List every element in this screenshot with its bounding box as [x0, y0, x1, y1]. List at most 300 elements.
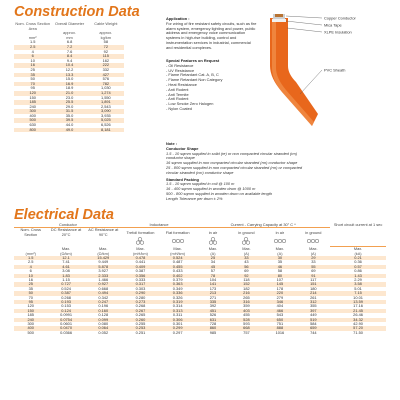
table-cell: 6: [14, 54, 51, 59]
special-features-section: [166, 59, 258, 112]
table-cell: 2.333: [85, 274, 122, 278]
table-cell: 3.927: [85, 269, 122, 273]
table-cell: 0.099: [85, 318, 122, 322]
table-cell: 21.0: [51, 91, 87, 96]
table-cell: 30: [263, 256, 296, 260]
table-cell: 12.2: [51, 68, 87, 73]
group-header-inductance: Inductance: [122, 223, 196, 228]
table-cell: 118: [230, 278, 263, 282]
table-cell: 0.255: [122, 322, 159, 326]
note-line: conductor shape: [166, 155, 195, 161]
table-cell: 33: [297, 260, 330, 264]
table-cell: 0.927: [85, 282, 122, 286]
table-cell: 1.5: [14, 40, 51, 45]
note-line: 16 sqmm supplied in non compacted circular stranded (rm) conductor shape: [166, 160, 298, 166]
table-cell: 1,274: [88, 91, 124, 96]
table-cell: 0.273: [122, 300, 159, 304]
table-cell: 6,526: [88, 123, 124, 128]
table-cell: 1,030: [88, 86, 124, 91]
construction-table: [14, 22, 124, 132]
table-cell: 0.86: [330, 269, 386, 273]
table-cell: 0.487: [159, 260, 196, 264]
table-cell: 261: [297, 296, 330, 300]
table-row: [14, 331, 386, 335]
table-cell: 593: [230, 322, 263, 326]
label-mica-tape: Mica Tape: [324, 22, 342, 28]
application-heading: Application :: [166, 16, 190, 21]
table-cell: 50: [14, 77, 51, 82]
table-cell: 0.064: [85, 326, 122, 330]
table-cell: 0.524: [159, 256, 196, 260]
table-cell: 0.387: [47, 291, 84, 295]
col-header: DC Resistance at 20°C: [50, 227, 82, 237]
table-cell: 543: [263, 313, 296, 317]
table-cell: 21.45: [330, 309, 386, 313]
unit-cell: mm: [51, 36, 87, 41]
table-cell: 0.57: [330, 265, 386, 269]
table-cell: 279: [263, 296, 296, 300]
table-cell: 0.311: [159, 313, 196, 317]
table-cell: 528: [230, 318, 263, 322]
standard-packing-lines: [166, 182, 386, 201]
table-cell: 650: [263, 318, 296, 322]
table-cell: 7.41: [47, 260, 84, 264]
label-copper-conductor: Copper Conductor: [324, 15, 356, 21]
table-cell: 782: [88, 82, 124, 87]
table-cell: 0.387: [122, 269, 159, 273]
table-cell: 1016: [263, 331, 296, 335]
table-cell: 5,025: [88, 118, 124, 123]
electrical-data-title: Electrical Data: [14, 207, 114, 223]
application-section: [166, 17, 258, 51]
table-cell: 0.247: [85, 300, 122, 304]
table-cell: 3,935: [88, 114, 124, 119]
table-cell: 0.478: [122, 256, 159, 260]
feature-item: - Anti Termite: [166, 91, 189, 97]
table-cell: 150: [14, 96, 51, 101]
unit-cell: kg/km: [88, 36, 124, 41]
table-cell: 466: [263, 309, 296, 313]
table-cell: 0.268: [122, 304, 159, 308]
table-cell: 8,181: [88, 128, 124, 133]
table-cell: 25: [14, 68, 51, 73]
table-cell: 178: [263, 287, 296, 291]
table-cell: 7.6: [51, 50, 87, 55]
table-cell: 1,550: [88, 96, 124, 101]
table-cell: 72: [88, 45, 124, 50]
table-cell: 0.326: [159, 296, 196, 300]
table-cell: 141: [196, 282, 229, 286]
table-cell: 757: [230, 331, 263, 335]
unit-cell: (A): [277, 250, 283, 256]
table-cell: 0.455: [159, 265, 196, 269]
table-cell: 0.319: [159, 300, 196, 304]
table-cell: 0.363: [159, 282, 196, 286]
table-cell: 1.5: [14, 256, 47, 260]
table-cell: 2,543: [88, 105, 124, 110]
table-cell: 117: [297, 278, 330, 282]
feature-item: - Flame Retardant Cat. A, B, C: [166, 72, 219, 78]
table-cell: 58: [88, 40, 124, 45]
table-cell: 95: [14, 300, 47, 304]
feature-item: - Nylon Coated: [166, 105, 192, 111]
table-cell: 216: [230, 291, 263, 295]
subheader: Max.: [61, 245, 71, 251]
col-header: AC Resistance at 90°C: [88, 227, 119, 237]
table-cell: 6: [14, 269, 47, 273]
col-header-weight: Cable Weight: [94, 21, 118, 26]
subheader: Max.: [99, 245, 108, 251]
note-line: 16 - 400 sqmm supplied in wooden drum @ 1000 m: [166, 186, 256, 192]
table-cell: 222: [88, 63, 124, 68]
table-cell: 0.333: [122, 278, 159, 282]
table-cell: 115: [88, 54, 124, 59]
unit-cell: (A): [310, 250, 316, 256]
col-header: in air: [275, 229, 285, 235]
table-cell: 71.50: [330, 331, 386, 335]
table-cell: 3.08: [47, 269, 84, 273]
table-cell: 659: [297, 326, 330, 330]
special-features-list: [166, 64, 258, 112]
table-cell: 7.2: [51, 45, 87, 50]
feature-item: - Anti Rodent: [166, 86, 189, 92]
feature-item: - Heat Resistance: [166, 81, 197, 87]
table-cell: 18.9: [51, 86, 87, 91]
table-cell: 1,891: [88, 100, 124, 105]
construction-table-body: [14, 36, 124, 132]
table-cell: 3,090: [88, 109, 124, 114]
subheader: Max.: [353, 246, 363, 252]
table-cell: 29.0: [51, 105, 87, 110]
table-cell: 1.83: [47, 274, 84, 278]
table-cell: 576: [88, 77, 124, 82]
unit-cell: (mH/km): [170, 250, 186, 256]
table-cell: 0.267: [122, 309, 159, 313]
table-cell: 0.128: [85, 313, 122, 317]
table-cell: 35: [14, 287, 47, 291]
group-header-conductor: Conductor: [14, 223, 122, 228]
table-cell: 0.251: [122, 331, 159, 335]
table-cell: 0.0991: [47, 313, 84, 317]
table-cell: 0.260: [122, 318, 159, 322]
unit-cell: (A): [210, 250, 216, 256]
subheader: approx.: [63, 30, 77, 36]
conductor-shape-heading: Conductor Shape: [166, 145, 199, 151]
table-cell: 173: [196, 287, 229, 291]
table-cell: 0.052: [85, 331, 122, 335]
electrical-table: [14, 223, 386, 335]
table-cell: 92: [88, 50, 124, 55]
table-cell: 888: [263, 326, 296, 330]
table-cell: 2.29: [330, 278, 386, 282]
table-cell: 860: [196, 326, 229, 330]
unit-cell: (A): [243, 250, 250, 256]
table-cell: 70: [14, 296, 47, 300]
table-cell: 526: [196, 313, 229, 317]
table-cell: 744: [297, 331, 330, 335]
table-cell: 403: [230, 309, 263, 313]
table-cell: 300: [14, 109, 51, 114]
table-cell: 0.668: [85, 287, 122, 291]
table-cell: 0.313: [159, 309, 196, 313]
electrical-table-body: [14, 256, 386, 335]
table-cell: 25.5: [51, 100, 87, 105]
table-cell: 152: [230, 282, 263, 286]
table-cell: 0.265: [122, 313, 159, 317]
construction-data-title: Construction Data: [14, 4, 140, 20]
table-cell: 2.5: [14, 45, 51, 50]
table-cell: 4: [14, 50, 51, 55]
table-cell: 25: [14, 282, 47, 286]
note-heading: Note :: [166, 141, 178, 146]
table-cell: 150: [14, 309, 47, 313]
table-cell: 4.61: [47, 265, 84, 269]
table-cell: 0.253: [122, 326, 159, 330]
subheader: Max.: [208, 245, 218, 251]
table-cell: 451: [196, 309, 229, 313]
table-cell: 10.4: [51, 63, 87, 68]
table-cell: 0.409: [122, 265, 159, 269]
table-cell: 0.196: [85, 304, 122, 308]
table-cell: 630: [14, 123, 51, 128]
table-cell: 16: [14, 278, 47, 282]
table-cell: 0.0366: [47, 331, 84, 335]
table-cell: 16: [14, 63, 51, 68]
table-cell: 25: [196, 256, 229, 260]
table-cell: 0.0470: [47, 326, 84, 330]
feature-item: - Low Smoke Zero Halogen: [166, 101, 214, 107]
unit-cell: (mH/km): [132, 250, 148, 256]
subheader: Max.: [173, 245, 182, 251]
table-cell: 400: [14, 326, 47, 330]
table-cell: 8.4: [51, 54, 87, 59]
table-cell: 335: [196, 300, 229, 304]
unit-cell: (Ω/km): [60, 250, 72, 256]
table-cell: 57.20: [330, 326, 386, 330]
table-cell: 0.297: [159, 331, 196, 335]
table-cell: 69: [297, 269, 330, 273]
cable-cross-section-illustration: [260, 14, 390, 136]
standard-packing-heading: Standard Packing: [166, 176, 199, 182]
table-cell: 751: [263, 322, 296, 326]
table-cell: 15.0: [51, 77, 87, 82]
table-cell: 265: [230, 296, 263, 300]
table-cell: 180: [297, 287, 330, 291]
unit-cell: (kA): [354, 250, 362, 256]
unit-cell: (Ω/km): [97, 250, 110, 256]
table-cell: 392: [196, 304, 229, 308]
subheader: Max.: [275, 245, 285, 251]
table-cell: 0.124: [47, 309, 84, 313]
table-cell: 12.1: [47, 256, 84, 260]
table-cell: 0.0754: [47, 318, 84, 322]
table-cell: 0.441: [122, 260, 159, 264]
table-cell: 0.280: [122, 296, 159, 300]
table-cell: 16.9: [51, 82, 87, 87]
table-cell: 0.306: [159, 318, 196, 322]
table-cell: 120: [14, 91, 51, 96]
note-line: 1.5 - 10 sqmm supplied in solid (re) or non compacted circular stranded (rm): [166, 150, 298, 156]
table-cell: 519: [297, 318, 330, 322]
table-cell: 91: [297, 274, 330, 278]
col-header: Flat formation: [165, 229, 190, 235]
table-cell: 17.16: [330, 304, 386, 308]
table-cell: 31.5: [51, 109, 87, 114]
conductor-shape-lines: [166, 152, 386, 176]
table-cell: 45: [196, 265, 229, 269]
table-cell: 26.46: [330, 313, 386, 317]
table-cell: 35: [263, 260, 296, 264]
table-cell: 400: [14, 114, 51, 119]
table-cell: 145: [263, 282, 296, 286]
table-cell: 69: [230, 269, 263, 273]
note-line: 500 - 800 sqmm supplied in wooden drum on available length: [166, 190, 272, 196]
table-cell: 4: [14, 265, 47, 269]
table-cell: 0.36: [330, 260, 386, 264]
table-cell: 0.342: [85, 296, 122, 300]
table-cell: 10: [14, 59, 51, 64]
table-cell: 0.379: [159, 278, 196, 282]
table-cell: 0.0601: [47, 322, 84, 326]
table-cell: 0.303: [122, 287, 159, 291]
table-cell: 449: [297, 313, 330, 317]
table-cell: 185: [14, 100, 51, 105]
table-cell: 5.01: [330, 287, 386, 291]
table-cell: 46: [263, 265, 296, 269]
table-cell: 1.43: [330, 274, 386, 278]
table-cell: 9.449: [85, 260, 122, 264]
note-line: Length Tolerance per drum ± 2%: [166, 195, 223, 201]
table-cell: 56: [230, 265, 263, 269]
table-cell: 107: [263, 278, 296, 282]
col-header: in air: [208, 229, 218, 235]
table-cell: 240: [14, 105, 51, 110]
table-row: [14, 128, 124, 133]
table-cell: 728: [196, 322, 229, 326]
table-cell: 1.466: [85, 278, 122, 282]
table-cell: 49.0: [51, 128, 87, 133]
table-cell: 316: [230, 300, 263, 304]
feature-item: - UV Resistance: [166, 67, 195, 73]
table-cell: 397: [297, 309, 330, 313]
table-cell: 668: [230, 326, 263, 330]
col-header: Trefoil formation: [126, 229, 155, 235]
table-cell: 120: [14, 304, 47, 308]
table-cell: 214: [297, 291, 330, 295]
table-cell: 10: [14, 274, 47, 278]
table-cell: 13.3: [51, 73, 87, 78]
table-cell: 78: [196, 274, 229, 278]
note-line: 25 - 800 sqmm supplied in non compacted circular stranded (rm) or compacted: [166, 164, 303, 170]
special-features-heading: Special Features on Request: [166, 58, 220, 63]
table-cell: 5.878: [85, 265, 122, 269]
application-body: For wiring of fire resistant safety circuits, such as fire alarm system, emergency lighting and power, public address and emergency voice communication systems in high-rise building, control and instrumentation services in industrial, commercial and residential complexes.: [166, 20, 257, 50]
col-header: in ground: [305, 229, 322, 235]
table-cell: 35.0: [51, 114, 87, 119]
table-cell: 0.727: [47, 282, 84, 286]
table-cell: 0.356: [122, 274, 159, 278]
table-cell: 0.153: [47, 304, 84, 308]
table-cell: 23.0: [51, 96, 87, 101]
table-cell: 355: [297, 304, 330, 308]
table-cell: 95: [14, 86, 51, 91]
table-cell: 271: [196, 296, 229, 300]
table-cell: 104: [196, 278, 229, 282]
subheader: Max.: [242, 245, 251, 251]
label-pvc-sheath: PVC Sheath: [324, 67, 346, 73]
table-cell: 300: [14, 322, 47, 326]
table-cell: 0.314: [159, 304, 196, 308]
table-cell: 584: [297, 322, 330, 326]
table-cell: 39.5: [51, 118, 87, 123]
table-cell: 9.4: [51, 59, 87, 64]
table-cell: 34: [196, 260, 229, 264]
table-cell: 44.0: [51, 123, 87, 128]
table-cell: 50: [14, 291, 47, 295]
table-cell: 213: [196, 291, 229, 295]
table-cell: 0.299: [159, 326, 196, 330]
table-cell: 0.349: [159, 287, 196, 291]
unit-cell: (mm²): [25, 250, 36, 256]
table-cell: 0.21: [330, 256, 386, 260]
subheader: approx.: [99, 30, 113, 36]
subheader: Max.: [136, 245, 145, 251]
table-cell: 0.402: [159, 274, 196, 278]
table-cell: 0.268: [47, 296, 84, 300]
table-cell: 43: [230, 260, 263, 264]
subheader: Max.: [309, 245, 318, 251]
col-header: in ground: [238, 229, 255, 235]
table-cell: 92: [230, 274, 263, 278]
note-line: circular stranded (cm) conductor shape: [166, 169, 234, 175]
table-cell: 151: [297, 282, 330, 286]
table-cell: 80: [263, 274, 296, 278]
table-cell: 0.193: [47, 300, 84, 304]
table-cell: 55: [297, 265, 330, 269]
table-cell: 29: [297, 256, 330, 260]
table-cell: 185: [14, 313, 47, 317]
group-header-current: Current - Carrying Capacity at 30° C *: [196, 223, 330, 228]
feature-item: - Anti Rodent: [166, 96, 189, 102]
note-line: 1.5 - 10 sqmm supplied in coil @ 100 m: [166, 181, 235, 187]
table-cell: 346: [263, 300, 296, 304]
table-cell: 0.433: [159, 269, 196, 273]
notes-section: [166, 142, 386, 202]
table-cell: 57: [196, 269, 229, 273]
table-cell: 0.524: [47, 287, 84, 291]
table-cell: 162: [88, 59, 124, 64]
table-cell: 0.080: [85, 322, 122, 326]
table-cell: 455: [230, 313, 263, 317]
table-cell: 7.15: [330, 291, 386, 295]
table-cell: 34.32: [330, 318, 386, 322]
unit-cell: mm²: [14, 36, 51, 41]
feature-item: - Flame Retardant Non Category: [166, 77, 223, 83]
table-cell: 0.336: [159, 291, 196, 295]
table-cell: 359: [230, 304, 263, 308]
table-cell: 15.429: [85, 256, 122, 260]
table-cell: 500: [14, 118, 51, 123]
table-cell: 312: [297, 300, 330, 304]
table-cell: 182: [230, 287, 263, 291]
table-cell: 404: [263, 304, 296, 308]
table-cell: 42.90: [330, 322, 386, 326]
table-cell: 10.01: [330, 296, 386, 300]
table-cell: 985: [196, 331, 229, 335]
table-cell: 332: [88, 68, 124, 73]
table-cell: 0.160: [85, 309, 122, 313]
col-header-cross-section: Nom. Cross Section Area: [15, 21, 50, 31]
